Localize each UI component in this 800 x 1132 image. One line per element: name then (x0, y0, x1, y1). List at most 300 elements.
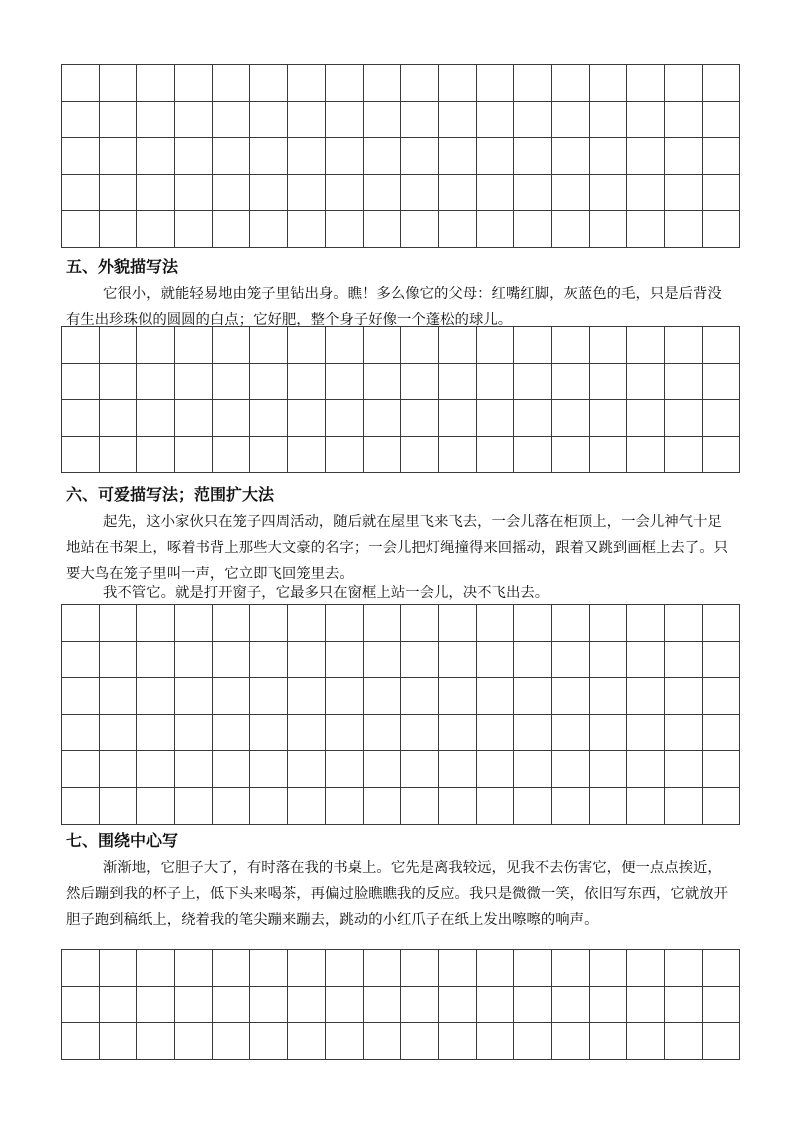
grid-cell[interactable] (288, 986, 326, 1023)
grid-cell[interactable] (551, 65, 589, 102)
grid-cell[interactable] (627, 138, 665, 175)
grid-cell[interactable] (589, 605, 627, 642)
grid-cell[interactable] (288, 678, 326, 715)
grid-cell[interactable] (627, 211, 665, 248)
grid-cell[interactable] (325, 436, 363, 473)
grid-cell[interactable] (99, 174, 137, 211)
grid-cell[interactable] (175, 327, 213, 364)
grid-cell[interactable] (250, 714, 288, 751)
grid-cell[interactable] (250, 138, 288, 175)
grid-cell[interactable] (702, 641, 740, 678)
grid-cell[interactable] (476, 787, 514, 824)
grid-cell[interactable] (514, 65, 552, 102)
grid-cell[interactable] (62, 787, 100, 824)
grid-cell[interactable] (665, 211, 703, 248)
grid-cell[interactable] (589, 714, 627, 751)
grid-cell[interactable] (212, 1023, 250, 1060)
grid-cell[interactable] (212, 986, 250, 1023)
grid-cell[interactable] (627, 787, 665, 824)
grid-cell[interactable] (325, 641, 363, 678)
grid-cell[interactable] (363, 138, 401, 175)
grid-cell[interactable] (62, 986, 100, 1023)
grid-cell[interactable] (401, 751, 439, 788)
writing-grid[interactable] (61, 949, 722, 1060)
grid-cell[interactable] (62, 211, 100, 248)
grid-cell[interactable] (476, 211, 514, 248)
grid-cell[interactable] (665, 751, 703, 788)
grid-cell[interactable] (401, 605, 439, 642)
grid-cell[interactable] (288, 605, 326, 642)
grid-cell[interactable] (137, 986, 175, 1023)
grid-cell[interactable] (363, 211, 401, 248)
grid-cell[interactable] (702, 400, 740, 437)
grid-cell[interactable] (438, 986, 476, 1023)
grid-cell[interactable] (363, 327, 401, 364)
grid-cell[interactable] (325, 605, 363, 642)
grid-cell[interactable] (325, 1023, 363, 1060)
grid-cell[interactable] (62, 1023, 100, 1060)
grid-cell[interactable] (702, 65, 740, 102)
grid-cell[interactable] (212, 65, 250, 102)
grid-cell[interactable] (212, 787, 250, 824)
grid-cell[interactable] (702, 605, 740, 642)
grid-cell[interactable] (702, 986, 740, 1023)
grid-cell[interactable] (325, 211, 363, 248)
grid-cell[interactable] (99, 211, 137, 248)
grid-cell[interactable] (250, 363, 288, 400)
grid-cell[interactable] (665, 950, 703, 987)
grid-cell[interactable] (62, 641, 100, 678)
grid-cell[interactable] (288, 714, 326, 751)
grid-cell[interactable] (438, 751, 476, 788)
grid-cell[interactable] (325, 751, 363, 788)
grid-cell[interactable] (627, 174, 665, 211)
grid-cell[interactable] (627, 950, 665, 987)
grid-cell[interactable] (551, 327, 589, 364)
grid-cell[interactable] (250, 751, 288, 788)
grid-cell[interactable] (627, 751, 665, 788)
grid-cell[interactable] (665, 436, 703, 473)
grid-cell[interactable] (665, 714, 703, 751)
grid-cell[interactable] (250, 950, 288, 987)
grid-cell[interactable] (175, 641, 213, 678)
grid-cell[interactable] (401, 400, 439, 437)
grid-cell[interactable] (99, 327, 137, 364)
grid-cell[interactable] (589, 436, 627, 473)
grid-cell[interactable] (438, 327, 476, 364)
grid-cell[interactable] (702, 950, 740, 987)
grid-cell[interactable] (665, 986, 703, 1023)
grid-cell[interactable] (438, 787, 476, 824)
grid-cell[interactable] (665, 327, 703, 364)
grid-cell[interactable] (514, 327, 552, 364)
grid-cell[interactable] (551, 1023, 589, 1060)
grid-cell[interactable] (551, 101, 589, 138)
grid-cell[interactable] (325, 986, 363, 1023)
grid-cell[interactable] (665, 641, 703, 678)
grid-cell[interactable] (665, 138, 703, 175)
grid-cell[interactable] (99, 950, 137, 987)
grid-cell[interactable] (99, 400, 137, 437)
grid-cell[interactable] (99, 751, 137, 788)
grid-cell[interactable] (137, 436, 175, 473)
grid-cell[interactable] (476, 950, 514, 987)
grid-cell[interactable] (702, 327, 740, 364)
grid-cell[interactable] (702, 678, 740, 715)
grid-cell[interactable] (212, 400, 250, 437)
grid-cell[interactable] (288, 641, 326, 678)
grid-cell[interactable] (514, 101, 552, 138)
grid-cell[interactable] (702, 787, 740, 824)
grid-cell[interactable] (627, 327, 665, 364)
grid-cell[interactable] (137, 211, 175, 248)
grid-cell[interactable] (288, 327, 326, 364)
grid-cell[interactable] (438, 65, 476, 102)
grid-cell[interactable] (250, 174, 288, 211)
grid-cell[interactable] (212, 436, 250, 473)
grid-cell[interactable] (476, 751, 514, 788)
grid-cell[interactable] (325, 400, 363, 437)
grid-cell[interactable] (514, 714, 552, 751)
grid-cell[interactable] (438, 605, 476, 642)
grid-cell[interactable] (401, 714, 439, 751)
grid-cell[interactable] (401, 950, 439, 987)
grid-cell[interactable] (514, 986, 552, 1023)
grid-cell[interactable] (551, 138, 589, 175)
grid-cell[interactable] (401, 174, 439, 211)
grid-cell[interactable] (99, 986, 137, 1023)
grid-cell[interactable] (627, 101, 665, 138)
grid-cell[interactable] (137, 714, 175, 751)
grid-cell[interactable] (665, 787, 703, 824)
grid-cell[interactable] (62, 751, 100, 788)
grid-cell[interactable] (438, 678, 476, 715)
grid-cell[interactable] (325, 327, 363, 364)
grid-cell[interactable] (627, 400, 665, 437)
grid-cell[interactable] (589, 950, 627, 987)
grid-cell[interactable] (62, 400, 100, 437)
grid-cell[interactable] (137, 327, 175, 364)
grid-cell[interactable] (212, 138, 250, 175)
grid-cell[interactable] (702, 1023, 740, 1060)
grid-cell[interactable] (627, 641, 665, 678)
grid-cell[interactable] (175, 605, 213, 642)
grid-cell[interactable] (62, 950, 100, 987)
grid-cell[interactable] (476, 605, 514, 642)
grid-cell[interactable] (627, 714, 665, 751)
grid-cell[interactable] (212, 363, 250, 400)
grid-cell[interactable] (325, 101, 363, 138)
grid-cell[interactable] (137, 174, 175, 211)
grid-cell[interactable] (476, 363, 514, 400)
grid-cell[interactable] (589, 327, 627, 364)
grid-cell[interactable] (514, 174, 552, 211)
grid-cell[interactable] (325, 714, 363, 751)
grid-cell[interactable] (401, 678, 439, 715)
grid-cell[interactable] (514, 400, 552, 437)
grid-cell[interactable] (137, 138, 175, 175)
grid-cell[interactable] (476, 678, 514, 715)
grid-cell[interactable] (175, 65, 213, 102)
grid-cell[interactable] (514, 605, 552, 642)
grid-cell[interactable] (363, 787, 401, 824)
grid-cell[interactable] (137, 751, 175, 788)
grid-cell[interactable] (627, 678, 665, 715)
grid-cell[interactable] (551, 714, 589, 751)
grid-cell[interactable] (401, 65, 439, 102)
grid-cell[interactable] (589, 211, 627, 248)
grid-cell[interactable] (665, 65, 703, 102)
grid-cell[interactable] (250, 641, 288, 678)
grid-cell[interactable] (476, 641, 514, 678)
grid-cell[interactable] (137, 1023, 175, 1060)
grid-cell[interactable] (438, 400, 476, 437)
writing-grid[interactable] (61, 326, 722, 473)
grid-cell[interactable] (551, 605, 589, 642)
grid-cell[interactable] (363, 641, 401, 678)
grid-cell[interactable] (363, 950, 401, 987)
grid-cell[interactable] (514, 211, 552, 248)
grid-cell[interactable] (62, 605, 100, 642)
grid-cell[interactable] (288, 363, 326, 400)
grid-cell[interactable] (288, 174, 326, 211)
grid-cell[interactable] (363, 714, 401, 751)
grid-cell[interactable] (325, 787, 363, 824)
grid-cell[interactable] (99, 138, 137, 175)
grid-cell[interactable] (363, 436, 401, 473)
grid-cell[interactable] (438, 950, 476, 987)
grid-cell[interactable] (363, 65, 401, 102)
grid-cell[interactable] (589, 678, 627, 715)
grid-cell[interactable] (702, 174, 740, 211)
grid-cell[interactable] (401, 641, 439, 678)
grid-cell[interactable] (212, 641, 250, 678)
grid-cell[interactable] (589, 363, 627, 400)
grid-cell[interactable] (99, 678, 137, 715)
grid-cell[interactable] (288, 400, 326, 437)
grid-cell[interactable] (175, 436, 213, 473)
grid-cell[interactable] (212, 174, 250, 211)
grid-cell[interactable] (250, 436, 288, 473)
grid-cell[interactable] (401, 986, 439, 1023)
grid-cell[interactable] (551, 950, 589, 987)
grid-cell[interactable] (438, 138, 476, 175)
grid-cell[interactable] (551, 400, 589, 437)
grid-cell[interactable] (476, 986, 514, 1023)
grid-cell[interactable] (250, 1023, 288, 1060)
grid-cell[interactable] (476, 400, 514, 437)
grid-cell[interactable] (325, 363, 363, 400)
grid-cell[interactable] (137, 678, 175, 715)
grid-cell[interactable] (175, 714, 213, 751)
grid-cell[interactable] (514, 436, 552, 473)
grid-cell[interactable] (438, 1023, 476, 1060)
grid-cell[interactable] (99, 714, 137, 751)
grid-cell[interactable] (62, 138, 100, 175)
grid-cell[interactable] (363, 400, 401, 437)
grid-cell[interactable] (665, 678, 703, 715)
grid-cell[interactable] (363, 101, 401, 138)
grid-cell[interactable] (476, 436, 514, 473)
grid-cell[interactable] (363, 174, 401, 211)
grid-cell[interactable] (438, 101, 476, 138)
grid-cell[interactable] (250, 327, 288, 364)
grid-cell[interactable] (514, 950, 552, 987)
grid-cell[interactable] (589, 641, 627, 678)
grid-cell[interactable] (137, 605, 175, 642)
grid-cell[interactable] (62, 436, 100, 473)
grid-cell[interactable] (288, 1023, 326, 1060)
grid-cell[interactable] (551, 641, 589, 678)
grid-cell[interactable] (288, 436, 326, 473)
grid-cell[interactable] (288, 65, 326, 102)
grid-cell[interactable] (363, 363, 401, 400)
grid-cell[interactable] (288, 101, 326, 138)
grid-cell[interactable] (401, 436, 439, 473)
grid-cell[interactable] (401, 211, 439, 248)
grid-cell[interactable] (137, 787, 175, 824)
grid-cell[interactable] (589, 65, 627, 102)
grid-cell[interactable] (702, 138, 740, 175)
grid-cell[interactable] (665, 101, 703, 138)
grid-cell[interactable] (137, 400, 175, 437)
grid-cell[interactable] (325, 174, 363, 211)
grid-cell[interactable] (476, 65, 514, 102)
grid-cell[interactable] (514, 787, 552, 824)
grid-cell[interactable] (551, 751, 589, 788)
grid-cell[interactable] (589, 138, 627, 175)
grid-cell[interactable] (476, 101, 514, 138)
grid-cell[interactable] (212, 605, 250, 642)
grid-cell[interactable] (325, 65, 363, 102)
grid-cell[interactable] (212, 327, 250, 364)
grid-cell[interactable] (175, 1023, 213, 1060)
grid-cell[interactable] (250, 787, 288, 824)
grid-cell[interactable] (62, 714, 100, 751)
grid-cell[interactable] (401, 138, 439, 175)
grid-cell[interactable] (551, 211, 589, 248)
grid-cell[interactable] (212, 678, 250, 715)
grid-cell[interactable] (514, 1023, 552, 1060)
grid-cell[interactable] (551, 787, 589, 824)
grid-cell[interactable] (438, 714, 476, 751)
grid-cell[interactable] (212, 751, 250, 788)
grid-cell[interactable] (99, 641, 137, 678)
grid-cell[interactable] (363, 678, 401, 715)
grid-cell[interactable] (401, 363, 439, 400)
grid-cell[interactable] (514, 363, 552, 400)
grid-cell[interactable] (702, 211, 740, 248)
grid-cell[interactable] (288, 211, 326, 248)
grid-cell[interactable] (250, 678, 288, 715)
grid-cell[interactable] (212, 211, 250, 248)
grid-cell[interactable] (514, 641, 552, 678)
grid-cell[interactable] (325, 678, 363, 715)
grid-cell[interactable] (514, 751, 552, 788)
grid-cell[interactable] (175, 101, 213, 138)
grid-cell[interactable] (627, 1023, 665, 1060)
grid-cell[interactable] (288, 787, 326, 824)
grid-cell[interactable] (62, 174, 100, 211)
grid-cell[interactable] (288, 138, 326, 175)
grid-cell[interactable] (325, 138, 363, 175)
grid-cell[interactable] (363, 751, 401, 788)
grid-cell[interactable] (62, 363, 100, 400)
grid-cell[interactable] (62, 101, 100, 138)
grid-cell[interactable] (627, 986, 665, 1023)
grid-cell[interactable] (212, 950, 250, 987)
grid-cell[interactable] (363, 1023, 401, 1060)
grid-cell[interactable] (175, 787, 213, 824)
grid-cell[interactable] (665, 363, 703, 400)
grid-cell[interactable] (665, 605, 703, 642)
grid-cell[interactable] (702, 436, 740, 473)
grid-cell[interactable] (137, 641, 175, 678)
grid-cell[interactable] (363, 605, 401, 642)
grid-cell[interactable] (212, 714, 250, 751)
grid-cell[interactable] (288, 751, 326, 788)
grid-cell[interactable] (250, 605, 288, 642)
grid-cell[interactable] (62, 327, 100, 364)
grid-cell[interactable] (250, 65, 288, 102)
grid-cell[interactable] (589, 1023, 627, 1060)
grid-cell[interactable] (476, 174, 514, 211)
grid-cell[interactable] (99, 787, 137, 824)
grid-cell[interactable] (551, 986, 589, 1023)
grid-cell[interactable] (665, 174, 703, 211)
grid-cell[interactable] (99, 65, 137, 102)
grid-cell[interactable] (589, 787, 627, 824)
grid-cell[interactable] (702, 363, 740, 400)
grid-cell[interactable] (175, 950, 213, 987)
grid-cell[interactable] (589, 986, 627, 1023)
grid-cell[interactable] (476, 138, 514, 175)
grid-cell[interactable] (137, 101, 175, 138)
writing-grid[interactable] (61, 64, 722, 248)
grid-cell[interactable] (551, 436, 589, 473)
grid-cell[interactable] (401, 787, 439, 824)
grid-cell[interactable] (325, 950, 363, 987)
grid-cell[interactable] (401, 101, 439, 138)
grid-cell[interactable] (702, 751, 740, 788)
grid-cell[interactable] (250, 986, 288, 1023)
grid-cell[interactable] (438, 363, 476, 400)
grid-cell[interactable] (702, 101, 740, 138)
grid-cell[interactable] (175, 363, 213, 400)
grid-cell[interactable] (250, 211, 288, 248)
grid-cell[interactable] (212, 101, 250, 138)
grid-cell[interactable] (476, 327, 514, 364)
grid-cell[interactable] (250, 101, 288, 138)
grid-cell[interactable] (99, 101, 137, 138)
grid-cell[interactable] (514, 138, 552, 175)
grid-cell[interactable] (175, 211, 213, 248)
grid-cell[interactable] (401, 327, 439, 364)
grid-cell[interactable] (589, 751, 627, 788)
grid-cell[interactable] (137, 950, 175, 987)
grid-cell[interactable] (589, 101, 627, 138)
grid-cell[interactable] (438, 211, 476, 248)
grid-cell[interactable] (589, 400, 627, 437)
grid-cell[interactable] (363, 986, 401, 1023)
grid-cell[interactable] (665, 400, 703, 437)
grid-cell[interactable] (137, 65, 175, 102)
grid-cell[interactable] (551, 174, 589, 211)
grid-cell[interactable] (589, 174, 627, 211)
grid-cell[interactable] (250, 400, 288, 437)
grid-cell[interactable] (514, 678, 552, 715)
grid-cell[interactable] (665, 1023, 703, 1060)
